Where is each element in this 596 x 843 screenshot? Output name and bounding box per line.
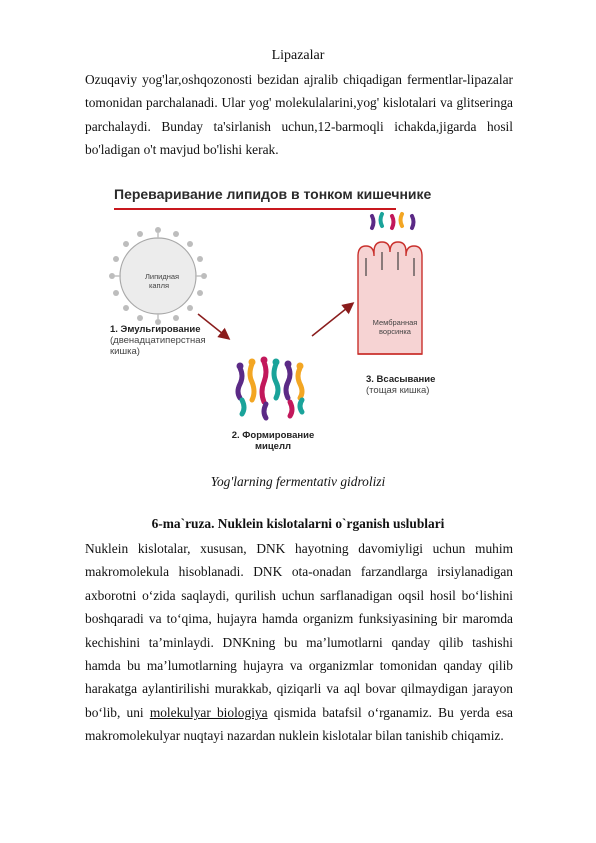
micelle-heads-icon: [237, 357, 304, 370]
step2-label: 2. Формирование мицелл: [231, 430, 315, 452]
figure-title: Переваривание липидов в тонком кишечнике: [114, 186, 432, 202]
section-heading: 6-ma`ruza. Nuklein kislotalarni o`rganish uslublari: [151, 516, 445, 531]
step1-label: 1. Эмульгирование (двенадцатиперстная кишка): [110, 324, 206, 357]
villi-label: Мембранная ворсинка: [372, 318, 418, 336]
paragraph-nucleic-acids: [85, 537, 513, 748]
paragraph2-end: qismida batafsil o‘rganamiz. Bu yerda esa makromolekulyar nuqtayi nazardan nuklein kislotalar bilan tanishib chiqamiz.: [85, 704, 513, 744]
droplet-label: Липидная капля: [145, 272, 180, 290]
arrow-micelle-to-villi: [312, 304, 352, 336]
step3-label: 3. Всасывание (тощая кишка): [366, 374, 436, 396]
paragraph2-start: Nuklein kislotalar, xususan, DNK hayotning davomiyligi uchun muhim makromolekula hisoblanadi. DNK ota-onadan farzandlarga irsiylanadigan axborotni o‘zida saqlaydi, qurilish uchun sarflanadigan oqsil hosil bo‘lishini boshqaradi va to‘qima, hujayra hamda organizm funksiyasining bir maromda kechishini ta’minlaydi. DNKning bu ma’lumotlarni qanday qilib tashishi hamda bu ma’lumotlarning hujayra va organizmlar tomonidan qanday qilib harakatga aylantirilishi murakkab, qiziqarli va aql bovar qilmaydigan jarayon bo‘lib, uni: [85, 541, 513, 720]
page-title: Lipazalar: [271, 48, 325, 63]
lipid-digestion-figure: [100, 186, 440, 460]
figure-caption: Yog'larning fermentativ gidrolizi: [210, 474, 386, 489]
molecular-biology-link[interactable]: molekulyar biologiya: [149, 704, 268, 720]
micelle-molecules-icon: [238, 362, 302, 418]
paragraph-lipases: Ozuqaviy yog'lar,oshqozonosti bezidan ajralib chiqadigan fermentlar-lipazalar tomonidan parchalanadi. Ular yog' molekulalarini,yog' kislotalari va glitseringa parchalaydi. Bunday ta'sirlanish uchun,12-barmoqli ichakda,jigarda hosil bo'ladigan o't mavjud bo'lishi kerak.: [85, 72, 513, 158]
